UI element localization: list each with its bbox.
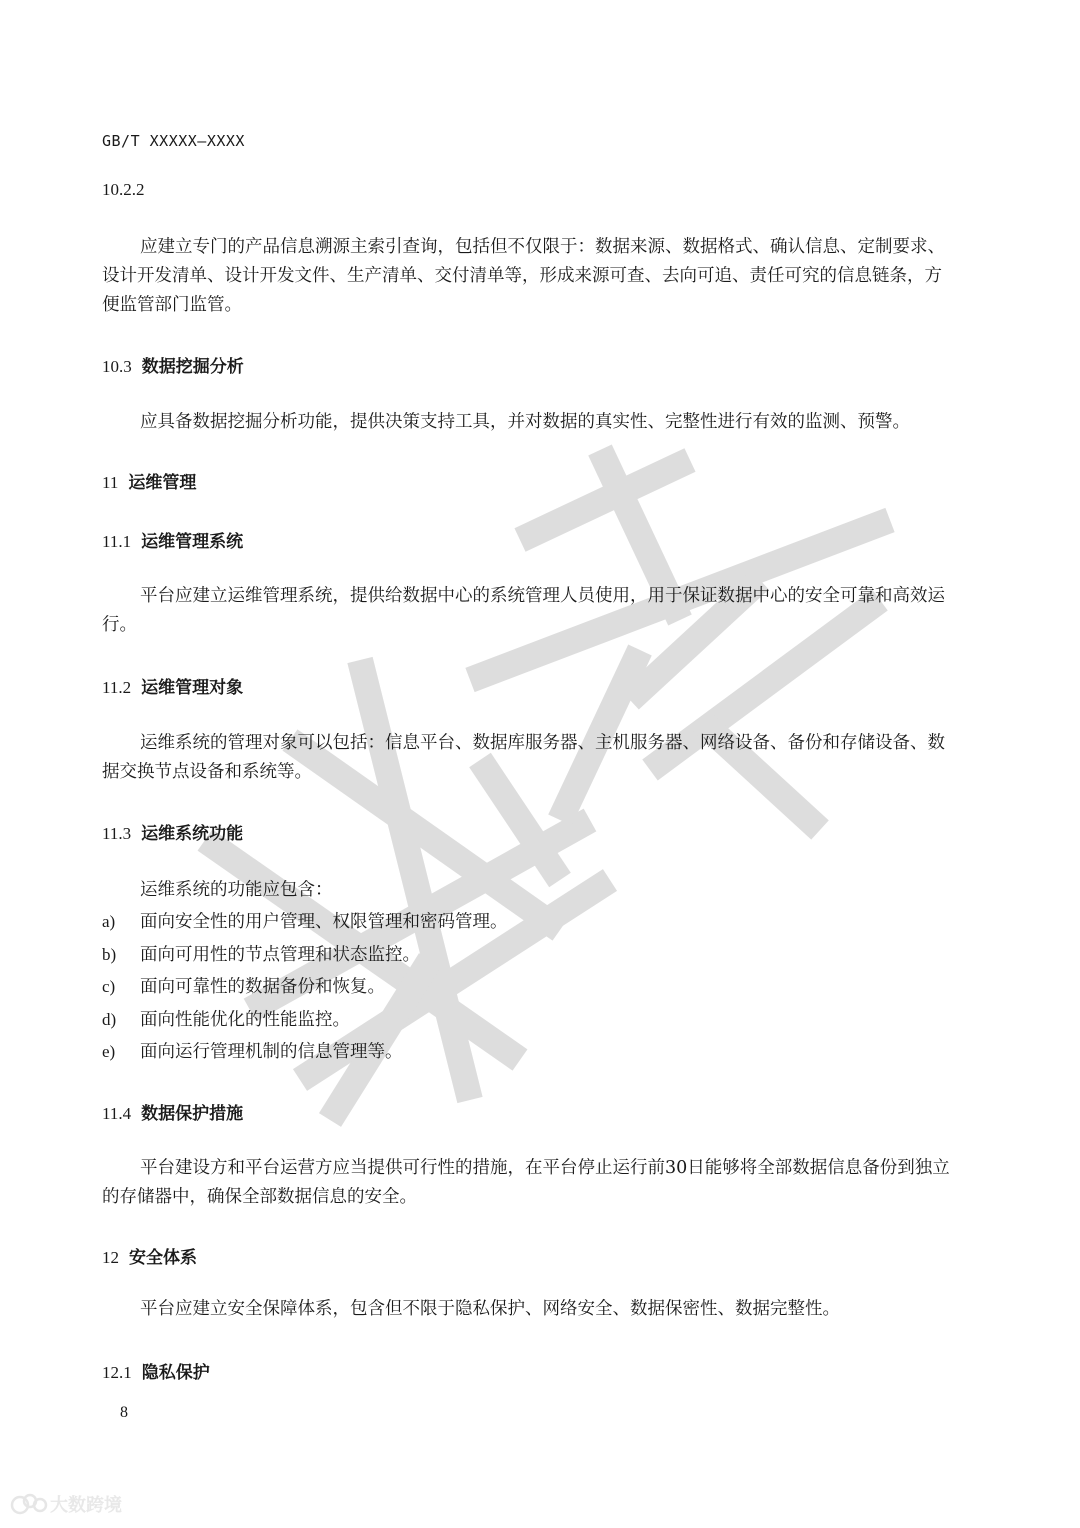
section-number: 11.1 bbox=[102, 532, 132, 551]
list-item bbox=[102, 973, 385, 998]
section-title: 数据保护措施 bbox=[141, 1104, 244, 1124]
clause-paragraph: 平台应建立运维管理系统，提供给数据中心的系统管理人员使用，用于保证数据中心的安全可靠和高效运行。 bbox=[102, 586, 945, 635]
brand-logo-icon bbox=[10, 1491, 50, 1517]
section-title: 运维管理系统 bbox=[141, 532, 244, 552]
section-title: 安全体系 bbox=[129, 1248, 197, 1268]
section-number: 12.1 bbox=[102, 1363, 132, 1382]
clause-number: 10.2.2 bbox=[102, 180, 145, 199]
list-marker: c) bbox=[102, 977, 116, 996]
clause-paragraph: 平台建设方和平台运营方应当提供可行性的措施，在平台停止运行前30日能够将全部数据信息备份到独立的存储器中，确保全部数据信息的安全。 bbox=[102, 1158, 950, 1207]
list-item-text: 面向安全性的用户管理、权限管理和密码管理。 bbox=[140, 912, 508, 932]
standard-code: GB/T XXXXX—XXXX bbox=[102, 132, 245, 150]
section-title: 隐私保护 bbox=[141, 1363, 210, 1383]
section-heading bbox=[102, 819, 243, 844]
section-title: 运维管理对象 bbox=[141, 678, 244, 698]
list-intro: 运维系统的功能应包含： bbox=[140, 880, 333, 900]
section-heading bbox=[102, 673, 243, 698]
section-number: 11 bbox=[102, 473, 119, 492]
list-marker: d) bbox=[102, 1010, 117, 1029]
list-item bbox=[102, 941, 420, 966]
list-item-text: 面向可靠性的数据备份和恢复。 bbox=[140, 977, 385, 997]
list-marker: b) bbox=[102, 945, 117, 964]
clause-paragraph: 运维系统的管理对象可以包括：信息平台、数据库服务器、主机服务器、网络设备、备份和存储设备、数据交换节点设备和系统等。 bbox=[102, 733, 945, 782]
section-number: 12 bbox=[102, 1248, 119, 1267]
clause-paragraph: 平台应建立安全保障体系，包含但不限于隐私保护、网络安全、数据保密性、数据完整性。 bbox=[140, 1299, 840, 1319]
section-heading bbox=[102, 1099, 243, 1124]
list-item-text: 面向性能优化的性能监控。 bbox=[140, 1010, 350, 1030]
section-number: 11.3 bbox=[102, 824, 132, 843]
section-heading bbox=[102, 1358, 210, 1383]
list-item-text: 面向可用性的节点管理和状态监控。 bbox=[140, 945, 420, 965]
list-marker: a) bbox=[102, 912, 116, 931]
section-number: 10.3 bbox=[102, 357, 132, 376]
section-heading bbox=[102, 468, 196, 493]
section-title: 运维管理 bbox=[128, 473, 197, 493]
clause-paragraph: 应具备数据挖掘分析功能，提供决策支持工具，并对数据的真实性、完整性进行有效的监测、预警。 bbox=[140, 412, 910, 432]
list-item bbox=[102, 1038, 403, 1063]
list-item bbox=[102, 1006, 350, 1031]
section-number: 11.4 bbox=[102, 1104, 132, 1123]
list-item bbox=[102, 908, 508, 933]
list-item-text: 面向运行管理机制的信息管理等。 bbox=[140, 1042, 403, 1062]
section-heading bbox=[102, 352, 244, 377]
section-number: 11.2 bbox=[102, 678, 132, 697]
section-title: 数据挖掘分析 bbox=[141, 357, 244, 377]
list-marker: e) bbox=[102, 1042, 116, 1061]
section-title: 运维系统功能 bbox=[141, 824, 244, 844]
brand-name: 大数跨境 bbox=[50, 1495, 122, 1516]
section-heading bbox=[102, 1243, 197, 1268]
clause-paragraph: 应建立专门的产品信息溯源主索引查询，包括但不仅限于：数据来源、数据格式、确认信息、定制要求、设计开发清单、设计开发文件、生产清单、交付清单等，形成来源可查、去向可追、责任可究的信息链条，方便监管部门监管。 bbox=[102, 237, 945, 315]
brand-watermark bbox=[10, 1491, 122, 1517]
section-heading bbox=[102, 527, 243, 552]
page-number: 8 bbox=[120, 1404, 128, 1421]
